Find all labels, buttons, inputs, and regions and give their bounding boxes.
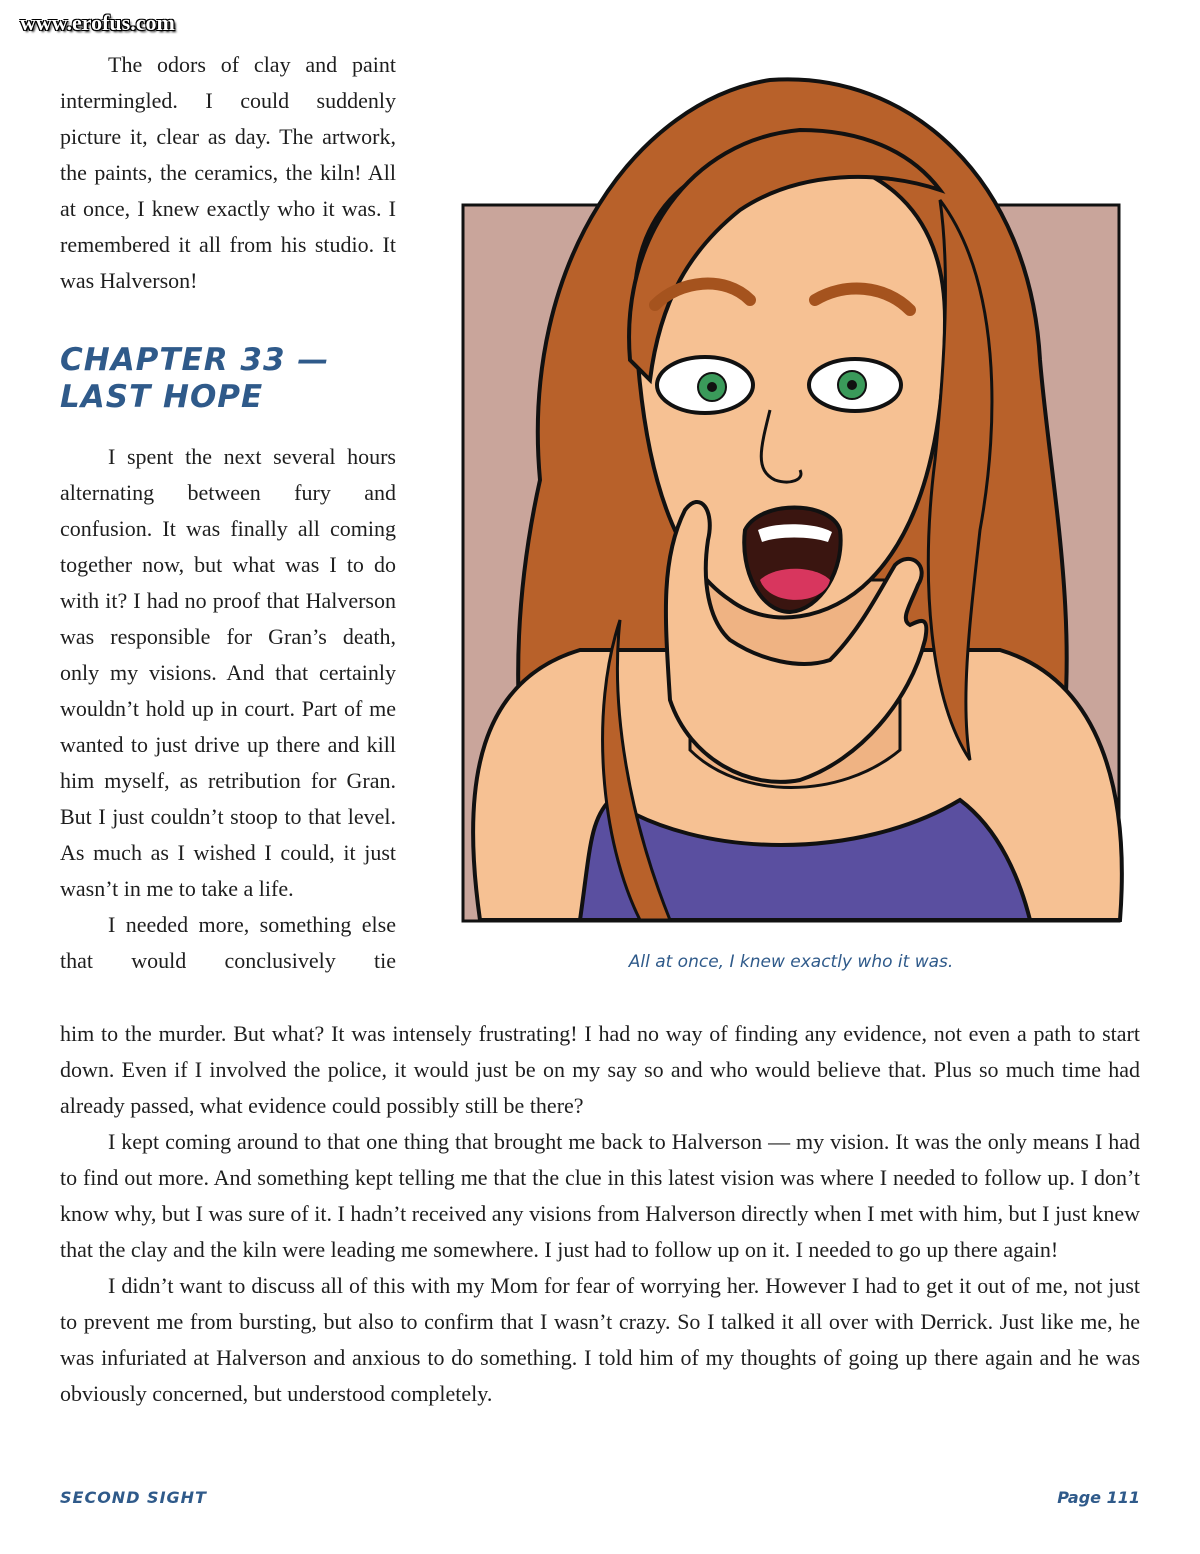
intro-paragraph: The odors of clay and paint intermingled. I could suddenly picture it, clear as day. The artwork, the paints, the ceramics, the kiln! All at once, I knew exactly who it was. I remembered it all from his studio. It was Halverson! — [60, 52, 396, 293]
paragraph-3: I kept coming around to that one thing that brought me back to Halverson — my vision. It was the only means I had to find out more. And something kept telling me that the clue in this latest vision was where I needed to follow up. I don’t know why, but I was sure of it. I hadn’t received any visions from Halverson directly when I met with him, but I just knew that the clay and the kiln were leading me somewhere. I just had to follow up on it. I needed to go up there again! — [60, 1129, 1140, 1262]
intro-text-block — [60, 47, 396, 299]
column-text-block — [60, 439, 396, 979]
paragraph-4: I didn’t want to discuss all of this with my Mom for fear of worrying her. However I had to get it out of me, not just to prevent me from bursting, but also to confirm that I wasn’t crazy. So I talked it all over with Derrick. Just like me, he was infuriated at Halverson and anxious to do something. I told him of my thoughts of going up there again and he was obviously concerned, but understood completely. — [60, 1273, 1140, 1406]
illustration-caption: All at once, I knew exactly who it was. — [628, 952, 954, 972]
watermark: www.erofus.com — [20, 10, 175, 35]
column-paragraph-2: I needed more, something else that would conclusively tie — [60, 912, 396, 973]
footer-page-number: Page 111 — [1057, 1488, 1140, 1507]
full-width-text-block — [60, 1016, 1140, 1412]
footer-book-title: SECOND SIGHT — [60, 1488, 207, 1507]
column-paragraph-1: I spent the next several hours alternating between fury and confusion. It was finally all coming together now, but what was I to do with it? I had no proof that Halverson was responsible for Gran’s death, only my visions. And that certainly wouldn’t hold up in court. Part of me wanted to just drive up there and kill him myself, as retribution for Gran. But I just couldn’t stoop to that level. As much as I wished I could, it just wasn’t in me to take a life. — [60, 444, 396, 901]
paragraph-2-continuation: him to the murder. But what? It was intensely frustrating! I had no way of finding any evidence, not even a path to start down. Even if I involved the police, it would just be on my say so and who would believe that. Plus so much time had already passed, what evidence could possibly still be there? — [60, 1021, 1140, 1118]
chapter-title: CHAPTER 33 — LAST HOPE — [60, 342, 330, 415]
comic-illustration — [440, 60, 1140, 930]
